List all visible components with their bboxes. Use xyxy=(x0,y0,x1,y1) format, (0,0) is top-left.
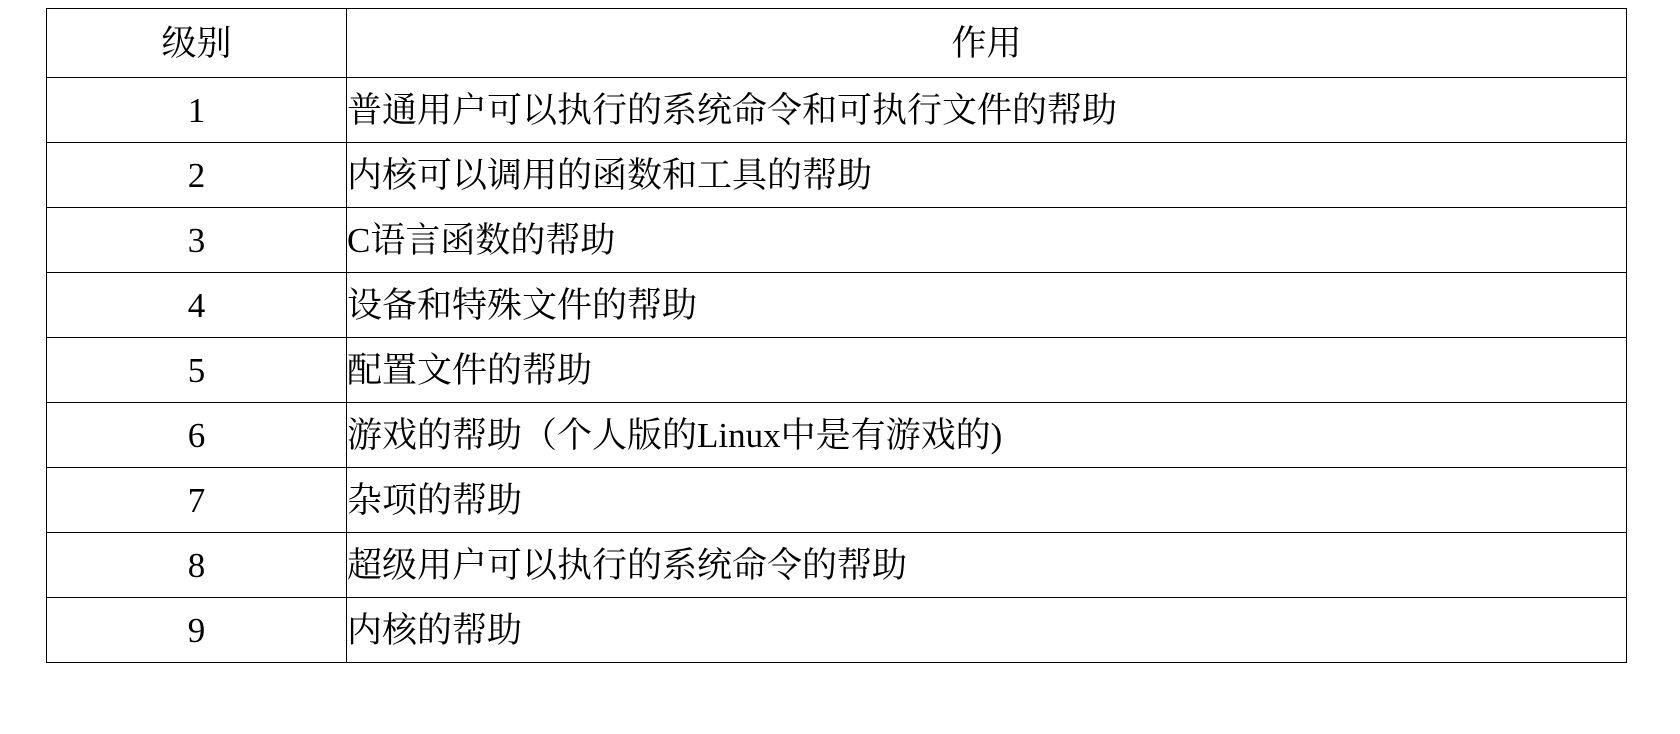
cell-level: 5 xyxy=(47,338,347,403)
cell-level: 9 xyxy=(47,598,347,663)
table-row xyxy=(47,143,1627,208)
table-row xyxy=(47,208,1627,273)
header-usage: 作用 xyxy=(347,9,1627,78)
cell-level: 8 xyxy=(47,533,347,598)
cell-level: 4 xyxy=(47,273,347,338)
table-row xyxy=(47,468,1627,533)
cell-level: 6 xyxy=(47,403,347,468)
cell-usage: 内核的帮助 xyxy=(347,598,1627,663)
cell-usage: 杂项的帮助 xyxy=(347,468,1627,533)
cell-usage: 设备和特殊文件的帮助 xyxy=(347,273,1627,338)
table-row xyxy=(47,273,1627,338)
table-row xyxy=(47,533,1627,598)
table-row xyxy=(47,338,1627,403)
table-row xyxy=(47,403,1627,468)
cell-usage: 超级用户可以执行的系统命令的帮助 xyxy=(347,533,1627,598)
cell-level: 3 xyxy=(47,208,347,273)
cell-usage: 游戏的帮助（个人版的Linux中是有游戏的) xyxy=(347,403,1627,468)
header-level: 级别 xyxy=(47,9,347,78)
cell-usage: 配置文件的帮助 xyxy=(347,338,1627,403)
cell-usage: 内核可以调用的函数和工具的帮助 xyxy=(347,143,1627,208)
table-row xyxy=(47,598,1627,663)
table-row xyxy=(47,78,1627,143)
cell-usage: 普通用户可以执行的系统命令和可执行文件的帮助 xyxy=(347,78,1627,143)
cell-level: 2 xyxy=(47,143,347,208)
cell-level: 7 xyxy=(47,468,347,533)
table-header-row xyxy=(47,9,1627,78)
man-page-levels-table xyxy=(46,8,1627,663)
cell-level: 1 xyxy=(47,78,347,143)
cell-usage: C语言函数的帮助 xyxy=(347,208,1627,273)
